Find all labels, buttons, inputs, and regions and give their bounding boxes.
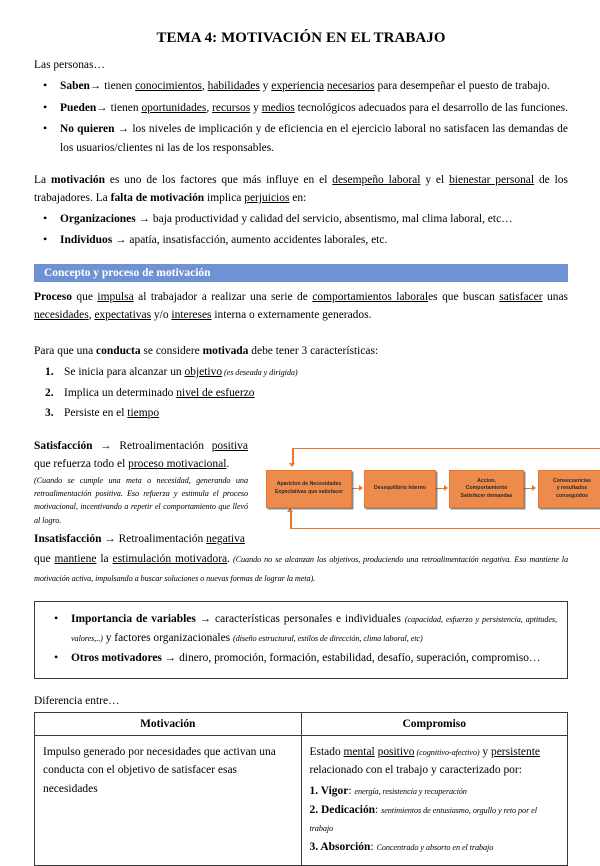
bold-term: Proceso [34,290,72,303]
flow-box-necesidades [266,470,352,508]
underlined-term: bienestar personal [449,173,535,186]
bullet-tail: apatía, insatisfacción, aumento accidentes laborales, etc. [126,234,388,247]
list-item [39,649,557,668]
flow-box-consecuencias [538,470,600,508]
list-item [34,77,568,96]
bullet-tail: los niveles de implicación y de eficiencia en el ejercicio laboral no satisfacen las demandas de los usuarios/clientes ni las de los responsables. [60,123,568,154]
list-item [34,120,568,157]
italic-note: Concentrado y absorto en el trabajo [376,842,494,852]
text-fragment: Persiste en el [64,407,128,420]
flow-box-line: Comportamiento [465,485,508,492]
flow-box-desequilibrio [364,470,436,508]
insatisfaction-paragraph [34,550,568,587]
bullet-term: No quieren [60,123,115,136]
underlined-term: intereses [171,309,212,322]
bullet-term: Organizaciones [60,212,136,225]
separator: : [375,803,382,816]
table-header-compromiso: Compromiso [301,712,568,735]
text-fragment: y [479,745,491,758]
underlined-term: necesarios [326,80,375,93]
table-header-motivacion: Motivación [35,712,302,735]
bold-term: falta de motivación [110,192,205,205]
list-item [310,782,560,801]
proceso-paragraph [34,288,568,325]
underlined-term: positivo [377,745,415,758]
flow-arrowhead-down [289,463,295,467]
flow-top-loop-down [292,448,294,464]
text-fragment: Para que una [34,344,97,357]
separator: , [201,80,208,93]
inner-term: Vigor [320,785,349,798]
satisfaction-term: Satisfacción [34,439,93,452]
text-fragment: de los trabajadores. La [34,173,568,205]
flow-bottom-loop-line [290,528,600,530]
list-item [34,384,568,403]
table-header-row [35,712,568,735]
flow-arrowhead-up [287,508,293,512]
underlined-term: conocimientos [135,80,202,93]
flow-box-line: Aparicion de Necesidades [276,481,342,488]
bullet-term: Individuos [60,234,113,247]
table-row [35,735,568,865]
list-item [310,838,560,857]
spacer [34,327,568,343]
underlined-term: expectativas [94,309,152,322]
underlined-term: necesidades [34,309,89,322]
flow-arrowhead-right [444,485,448,491]
table-cell-compromiso [301,735,568,865]
text-fragment: . [226,458,230,471]
underlined-term: oportunidades [141,101,207,114]
bullet-term: Pueden [60,101,97,114]
motivation-paragraph [34,171,568,208]
text-fragment: interna o externamente generados. [211,309,372,322]
arrow-glyph: → [164,652,177,665]
bullet-text: tienen [101,80,136,93]
flow-box-line: Satisfacer demandas [460,492,513,499]
underlined-term: experiencia [271,80,325,93]
italic-note: (diseño estructural, estilos de dirección, clima laboral, etc) [233,633,423,643]
italic-note: energía, resistencia y recuperación [354,787,467,797]
list-item [310,801,560,838]
text-fragment: Estado [309,745,344,758]
bullet-term: Importancia de variables [71,613,196,626]
separator: , [206,101,213,114]
bold-term: conducta [96,344,141,357]
text-fragment: . [227,553,230,566]
conducta-numbered-list [34,363,568,423]
text-fragment: Retroalimentación [111,439,212,452]
list-item [34,99,568,118]
arrow-glyph: → [96,101,108,114]
italic-note: sentimientos de entusiasmo, orgullo y reto por el trabajo [309,805,537,834]
underlined-term: objetivo [184,366,223,379]
text-fragment: es que buscan [428,290,500,303]
bullet-tail: baja productividad y calidad del servicio, absentismo, mal clima laboral, etc… [150,212,513,225]
text-fragment: en: [289,192,307,205]
text-fragment: que [71,290,98,303]
text-fragment: Se inicia para alcanzar un [64,366,185,379]
underlined-term: habilidades [207,80,260,93]
list-item [39,610,557,647]
insatisfaction-heading-line [34,530,248,548]
framed-bullet-list [39,610,557,668]
arrow-glyph: → [115,234,127,247]
document-content [34,30,592,866]
list-item [34,404,568,423]
flow-box-line: y resultados [556,485,588,492]
arrow-glyph: → [117,123,130,136]
text-fragment: se considere [140,344,203,357]
spacer [34,161,568,171]
motivation-bullet-list [34,210,568,250]
underlined-term: tiempo [127,407,160,420]
text-fragment: al trabajador a realizar una serie de [133,290,313,303]
underlined-term: mantiene [54,553,97,566]
italic-note: (Cuando se cumple una meta o necesidad, generando una retroalimentación positiva. Eso refuerza y estimula el proceso motivacional, incentivando a repetir el comportamiento que llevó al logro. [34,475,248,525]
text-fragment: que refuerza todo el [34,458,129,471]
text-fragment: implica [204,192,245,205]
bullet-text: tienen [107,101,142,114]
inner-term: Absorción [320,840,371,853]
bullet-term: Saben [60,80,90,93]
bullet-tail: tecnológicos adecuados para el desarrollo de las funciones. [294,101,568,114]
underlined-term: nivel de esfuerzo [176,386,255,399]
flow-box-accion [449,470,524,508]
text-fragment: y factores organizacionales [102,631,233,644]
arrow-glyph: → [89,80,102,93]
underlined-term: perjuicios [244,192,290,205]
flow-box-line: Accion, [477,477,496,484]
text-fragment: que [34,553,55,566]
page-title: TEMA 4: MOTIVACIÓN EN EL TRABAJO [156,30,446,46]
text-fragment: debe tener 3 características: [248,344,379,357]
difference-table [34,712,568,866]
list-item [34,210,568,229]
underlined-term: proceso motivacional [128,458,227,471]
flow-box-line: Expectativas que satisfacer [274,488,344,495]
conducta-lead [34,343,568,360]
text-fragment: es uno de los factores que más influye en el [105,173,333,186]
underlined-term: positiva [211,439,248,452]
section-heading-bar: Concepto y proceso de motivación [34,264,568,282]
intro-lead: Las personas… [34,59,105,71]
underlined-term: impulsa [97,290,134,303]
underlined-term: recursos [212,101,251,114]
italic-note: (capacidad, esfuerzo y persistencia, aptitudes, valores,..) [71,615,557,643]
highlight-framed-box [34,601,568,679]
text-fragment: características personales e individuales [211,613,405,626]
motivation-flow-diagram [266,442,600,534]
bullet-tail: para desempeñar el puesto de trabajo. [374,80,550,93]
text-fragment: La [34,173,51,186]
italic-note: (Cuando no se alcanzan los objetivos, produciendo una retroalimentación negativa. Eso mantiene la motivación activa, impulsando a buscar soluciones o nuevas formas de lograr la meta). [34,555,568,583]
underlined-term: estimulación motivadora [112,553,228,566]
flow-bottom-loop-up [290,512,292,528]
underlined-term: comportamientos laboral [312,290,429,303]
intro-bullet-list [34,77,568,157]
list-item [34,231,568,250]
text-fragment: y el [420,173,450,186]
text-fragment: , [88,309,95,322]
separator: : [370,840,377,853]
separator: y [259,80,272,93]
list-item [34,363,568,382]
compromiso-inner-list [310,782,560,856]
flow-box-line: conseguidos [556,492,588,499]
flow-box-line: Desequilibrio Interno [374,485,426,492]
text-fragment: relacionado con el trabajo y caracterizado por: [309,764,522,777]
satisfaction-diagram-zone [34,437,592,587]
arrow-glyph: → [199,613,212,626]
italic-note: (cognitivo-afectivo) [414,747,480,757]
bold-term: motivada [202,344,249,357]
flow-arrowhead-right [359,485,363,491]
underlined-term: satisfacer [499,290,543,303]
underlined-term: persistente [491,745,540,758]
underlined-term: mental [343,745,375,758]
difference-label: Diferencia entre… [34,694,120,707]
flow-box-line: Consecuencias [552,477,592,484]
arrow-glyph: → [100,439,112,452]
flow-arrowhead-right [532,485,536,491]
text-fragment: Retroalimentación [115,533,207,546]
text-fragment: la [96,553,113,566]
insatisfaction-term: Insatisfacción [34,533,102,546]
text-fragment: y/o [151,309,172,322]
text-fragment: dinero, promoción, formación, estabilidad, desafío, superación, compromiso… [176,652,541,665]
text-fragment: unas [542,290,568,303]
arrow-glyph: → [104,533,116,546]
inner-term: Dedicación [320,803,376,816]
underlined-term: desempeño laboral [332,173,421,186]
arrow-glyph: → [138,212,151,225]
satisfaction-column [34,437,248,549]
bullet-term: Otros motivadores [71,652,162,665]
separator: y [250,101,262,114]
underlined-term: medios [261,101,295,114]
table-cell-motivacion: Impulso generado por necesidades que activan una conducta con el objetivo de satisfacer esas necesidades [35,735,302,865]
italic-note: (es deseada y dirigida) [222,368,298,378]
bold-term: motivación [50,173,106,186]
separator: : [348,785,355,798]
underlined-term: negativa [206,533,245,546]
flow-top-loop-line [292,448,600,450]
text-fragment: Implica un determinado [64,386,177,399]
